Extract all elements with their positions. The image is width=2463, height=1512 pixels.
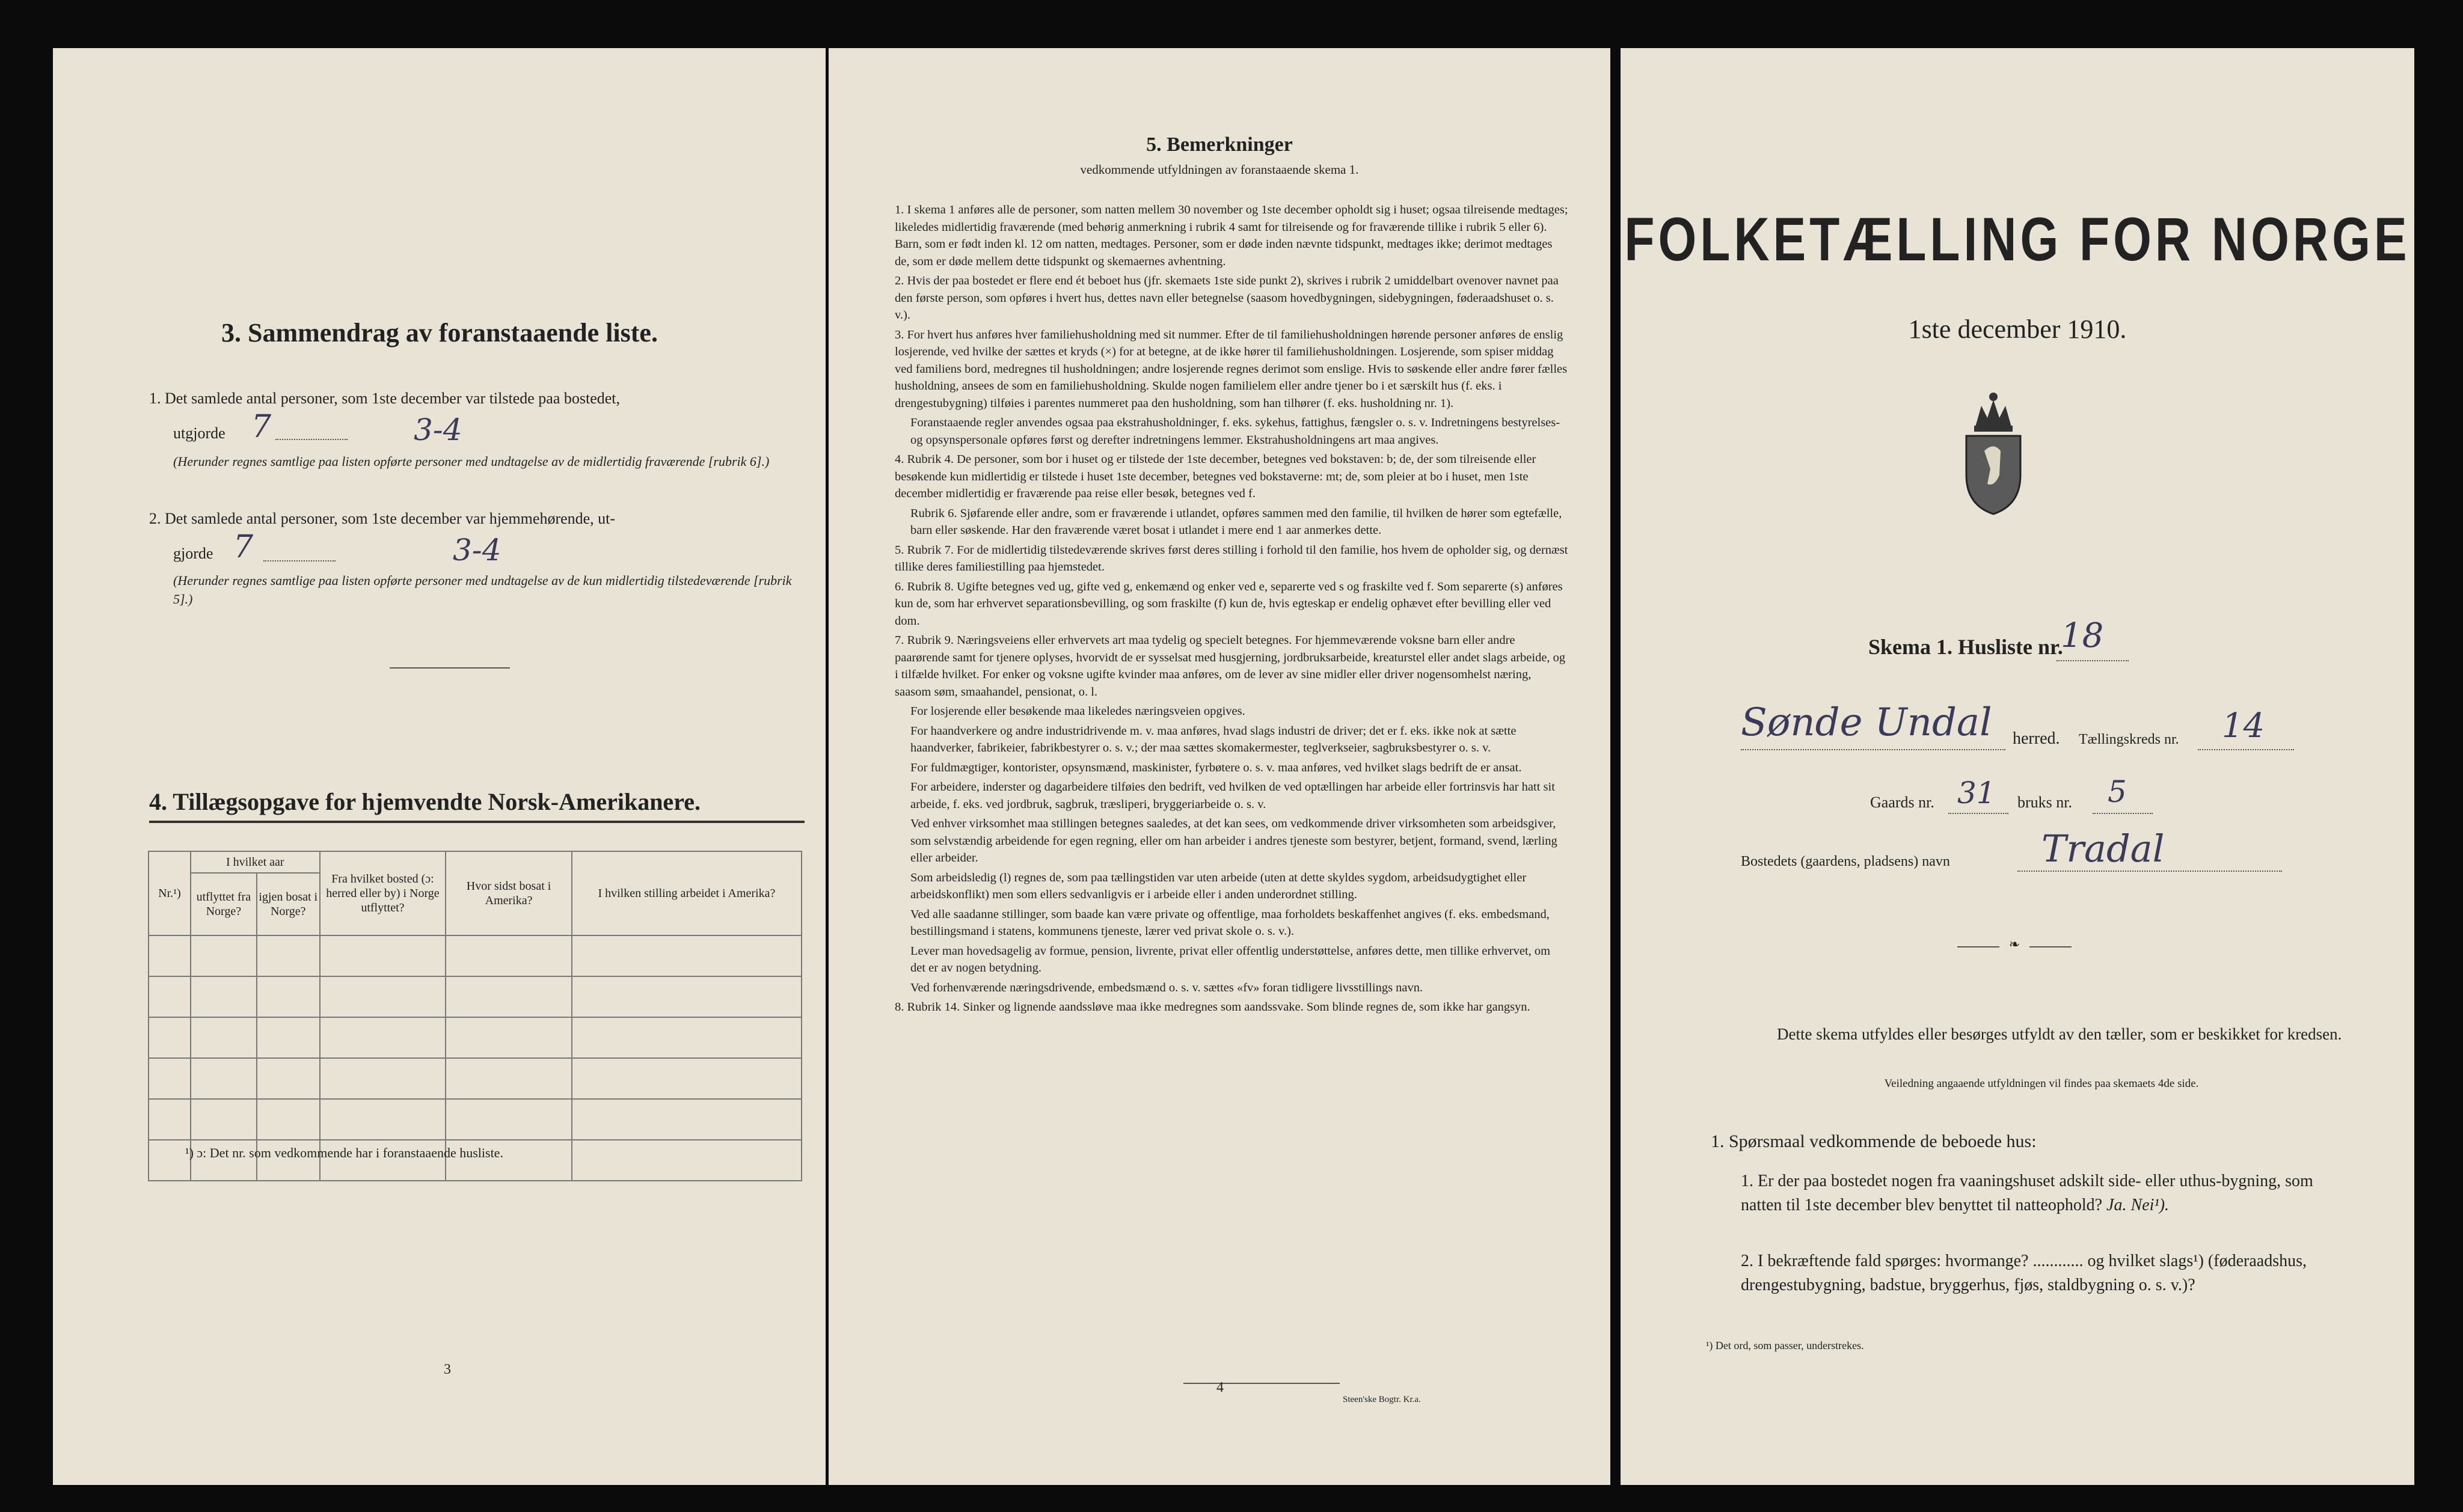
divider <box>390 667 510 669</box>
q2-text: 2. Det samlede antal personer, som 1ste december var hjemmehørende, ut- <box>149 510 616 527</box>
remark-7-arbeidere: For arbeidere, inderster og dagarbeidere tilføies den bedrift, ved hvilken de ved optællingen har arbeide eller fortrinsvis har hatt sit arbeide, f. eks. ved jordbruk, sagbruk, træsliperi, bryggeriarbeide o. s. v. <box>910 780 1555 811</box>
page-number: 3 <box>444 1362 451 1377</box>
kreds-label: Tællingskreds nr. <box>2079 732 2179 747</box>
q1-handwritten-range: 3-4 <box>414 412 462 447</box>
q2-dotted-line <box>263 560 336 562</box>
remark-7-stillinger: Ved alle saadanne stillinger, som baade kan være private og offentlige, maa forholdets beskaffenhet angives (f. eks. embedsmand, bestillingsmand i statens, kommunens tjeneste, lærer ved privat skole o. s. v.). <box>910 907 1550 938</box>
q1-text: 1. Det samlede antal personer, som 1ste december var tilstede paa bostedet, <box>149 390 621 407</box>
herred-dotted-line <box>1741 749 2005 750</box>
questions-header: 1. Spørsmaal vedkommende de beboede hus: <box>1711 1131 2037 1151</box>
census-date: 1ste december 1910. <box>1908 314 2127 344</box>
skema-label: Skema 1. Husliste nr. <box>1868 635 2063 659</box>
gaards-dotted-line <box>1948 813 2008 814</box>
census-title: FOLKETÆLLING FOR NORGE <box>1624 205 2411 274</box>
page-number: 4 <box>1216 1380 1224 1395</box>
question-1-text: 1. Er der paa bostedet nogen fra vaaningshuset adskilt side- eller uthus-bygning, som natten til 1ste december blev benyttet til natteophold? <box>1741 1172 2313 1214</box>
remark-3-ext: Foranstaaende regler anvendes ogsaa paa ekstrahusholdninger, f. eks. sykehus, fattighus, fængsler o. s. v. Indretningens bestyrelses- og opsynspersonale opføres først og derefter indretningens lemmer. Ekstrahusholdningens art maa angives. <box>910 416 1560 447</box>
remark-5: 5. Rubrik 7. For de midlertidig tilstedeværende skrives først deres stilling i forhold til den familie, hos hvem de opholder sig, og dernæst tillike deres familiestilling paa hjemstedet. <box>895 543 1568 574</box>
herred-handwritten: Sønde Undal <box>1741 700 1992 745</box>
gaards-label: Gaards nr. <box>1870 794 1934 811</box>
remark-7-formue: Lever man hovedsagelig av formue, pension, livrente, privat eller offentlig understøttelse, anføres dette, men tillike erhvervet, om det er av nogen betydning. <box>910 944 1551 975</box>
header-returned: igjen bosat i Norge? <box>257 873 320 935</box>
printer-mark: Steen'ske Bogtr. Kr.a. <box>1343 1395 1421 1404</box>
remark-3: 3. For hvert hus anføres hver familiehusholdning med sit nummer. Efter de til familiehusholdningen hørende personer anføres de enslig losjerende, ved hvilke der sættes et kryds (×) for at betegne, at de ikke hører til familiehusholdningen. Losjerende, som spiser middag ved familiens bord, medregnes til husholdningen; andre losjerende regnes derimot som enslige. Hvis to søskende eller andre fører fælles husholdning, ansees de som en familiehusholdning. Skulde nogen familielem eller andre tjener bo i et særskilt hus (f. eks. i drengestubygning) tilføies i parentes nummeret paa den husholdning, som han tilhører (f. eks. husholdning nr. 1). <box>895 328 1568 410</box>
table-row <box>149 1099 802 1140</box>
header-year-group: I hvilket aar <box>191 851 320 873</box>
q1-dotted-line <box>275 439 348 440</box>
remark-7-arbeidsledig: Som arbeidsledig (l) regnes de, som paa tællingstiden var uten arbeide (uten at dette skyldes sygdom, arbeidsudygtighet eller arbeidskonflikt) men som ellers sedvanligvis er i arbeide eller i anden underordnet stilling. <box>910 871 1527 901</box>
husliste-number: 18 <box>2061 616 2104 655</box>
header-nr: Nr.¹) <box>149 851 191 935</box>
bruks-dotted-line <box>2093 813 2153 814</box>
q2-handwritten-range: 3-4 <box>453 533 501 568</box>
q1-note: (Herunder regnes samtlige paa listen opførte personer med undtagelse av de midlertidig fraværende [rubrik 6].) <box>173 454 770 469</box>
herred-label: herred. <box>2013 729 2060 748</box>
table-row <box>149 1017 802 1058</box>
kreds-dotted-line <box>2198 749 2294 750</box>
section-4-title: 4. Tillægsopgave for hjemvendte Norsk-Amerikanere. <box>149 788 701 815</box>
ornament-icon: ❧ <box>1999 937 2029 952</box>
q2-prefix: gjorde <box>173 545 213 562</box>
header-from-where: Fra hvilket bosted (ɔ: herred eller by) i Norge utflyttet? <box>320 851 446 935</box>
bosted-dotted-line <box>2017 871 2282 872</box>
bruks-label: bruks nr. <box>2017 794 2072 811</box>
q2-handwritten-count: 7 <box>233 529 254 565</box>
table-row <box>149 1058 802 1099</box>
q1-prefix: utgjorde <box>173 424 225 442</box>
remark-7-losjerende: For losjerende eller besøkende maa likeledes næringsveien opgives. <box>910 705 1245 718</box>
question-1 <box>1741 1169 2345 1217</box>
remarks-title: 5. Bemerkninger <box>1146 133 1293 156</box>
remarks-subtitle: vedkommende utfyldningen av foranstaaende skema 1. <box>1080 162 1359 177</box>
table-footnote: ¹) ɔ: Det nr. som vedkommende har i foranstaaende husliste. <box>185 1145 503 1160</box>
gaards-number: 31 <box>1957 776 1996 810</box>
remark-2: 2. Hvis der paa bostedet er flere end ét beboet hus (jfr. skemaets 1ste side punkt 2), skrives i rubrik 2 umiddelbart ovenover navnet paa den første person, som opføres i hvert hus, dettes navn eller betegnelse (saasom hovedbygningen, sidebygningen, føderaadshuset o. s. v.). <box>895 274 1559 322</box>
q1-handwritten-count: 7 <box>251 409 272 445</box>
instruction-text: Dette skema utfyldes eller besørges utfyldt av den tæller, som er beskikket for kredsen. <box>1777 1025 2342 1043</box>
bosted-handwritten: Tradal <box>2041 827 2165 871</box>
remarks-list <box>895 201 1568 1018</box>
footnote: ¹) Det ord, som passer, understrekes. <box>1706 1339 1864 1351</box>
remark-4: 4. Rubrik 4. De personer, som bor i huset og er tilstede der 1ste december, betegnes ved bokstaven: b; de, der som tilreisende eller besøkende kun midlertidig er tilstede i huset 1ste december, betegnes ved bokstaverne: mt; de, som pleier at bo i huset, men 1ste december midlertidig er fraværende paa reise eller besøk, betegnes ved f. <box>895 453 1536 500</box>
page-3 <box>53 48 826 1485</box>
veiledning-text: Veiledning angaaende utfyldningen vil findes paa skemaets 4de side. <box>1884 1077 2199 1090</box>
remark-7-haandverkere: For haandverkere og andre industridrivende m. v. maa anføres, hvad slags industri de driver; det er f. eks. ikke nok at sætte haandverker, fabrikeier, fabrikbestyrer o. s. v.; der maa sættes skomakermester, teglverkseier, sagbruksbestyrer o. s. v. <box>910 724 1517 754</box>
q2-note: (Herunder regnes samtlige paa listen opførte personer med undtagelse av de kun midlertidig tilstedeværende [rubrik 5].) <box>173 573 792 607</box>
remark-7: 7. Rubrik 9. Næringsveiens eller erhvervets art maa tydelig og specielt betegnes. For hjemmeværende voksne barn eller andre paarørende samt for tjenere oplyses, hvorvidt de er sysselsat med husgjerning, jordbruksarbeide, kreaturstel eller andet slags arbeide, og i tilfælde hvilket. For enker og voksne ugifte kvinder maa anføres, om de lever av sine midler eller driver nogensomhelst næring, saasom søm, smaahandel, pensionat, o. l. <box>895 634 1566 699</box>
table-row <box>149 976 802 1017</box>
question-2: 2. I bekræftende fald spørges: hvormange? ............ og hvilket slags¹) (føderaadshus, drengestubygning, badstue, bryggerhus, fjøs, staldbygning o. s. v.)? <box>1741 1252 2307 1294</box>
page-1 <box>1621 48 2414 1485</box>
husliste-dotted-line <box>2057 660 2129 661</box>
norsk-amerikanere-table <box>148 851 802 1181</box>
remark-7-fuldmaegtiger: For fuldmægtiger, kontorister, opsynsmænd, maskinister, fyrbøtere o. s. v. maa anføres, ved hvilket slags bedrift de er ansat. <box>910 761 1522 774</box>
remark-7-forhenvaerende: Ved forhenværende næringsdrivende, embedsmænd o. s. v. sættes «fv» foran tidligere livsstillings navn. <box>910 981 1423 994</box>
remark-4-rubrik-6: Rubrik 6. Sjøfarende eller andre, som er fraværende i utlandet, opføres sammen med den familie, til hvilken de hører som egtefælle, barn eller søskende. Har den fraværende været bosat i utlandet i mere end 1 aar anmerkes dette. <box>910 506 1562 537</box>
norwegian-coat-of-arms-icon <box>1957 385 2029 517</box>
divider <box>1183 1383 1340 1384</box>
page-4 <box>829 48 1610 1485</box>
remark-1: 1. I skema 1 anføres alle de personer, som natten mellem 30 november og 1ste december opholdt sig i huset; ogsaa tilreisende medtages; likeledes midlertidig fraværende (med behørig anmerkning i rubrik 4 samt for tilreisende og for fraværende tillike i rubrik 5 eller 6). Barn, som er født inden kl. 12 om natten, medtages. Personer, som er døde inden nævnte tidspunkt, medtages ikke; derimot medtages de, som er døde mellem dette tidspunkt og skemaernes avhentning. <box>895 203 1568 268</box>
bosted-label: Bostedets (gaardens, pladsens) navn <box>1741 854 1950 869</box>
remark-8: 8. Rubrik 14. Sinker og lignende aandssløve maa ikke medregnes som aandssvake. Som blinde regnes de, som ikke har gangsyn. <box>895 1000 1530 1014</box>
title-rule <box>149 821 805 823</box>
bruks-number: 5 <box>2108 774 2127 809</box>
header-last-place: Hvor sidst bosat i Amerika? <box>446 851 572 935</box>
header-emigrated: utflyttet fra Norge? <box>191 873 257 935</box>
remark-6: 6. Rubrik 8. Ugifte betegnes ved ug, gifte ved g, enkemænd og enker ved e, separerte ved s og fraskilte ved f. Som separerte (s) anføres kun de, som har erhvervet separationsbevilling, og som fraskilte (f) kun de, hvis egteskap er endelig ophævet efter bevilling eller ved dom. <box>895 580 1563 628</box>
remark-7-virksomhet: Ved enhver virksomhet maa stillingen betegnes saaledes, at det kan sees, om vedkommende driver virksomheten som arbeidsgiver, som selvstændig arbeidende for egen regning, eller om han arbeider i andres tjeneste som bestyrer, betjent, formand, svend, lærling eller arbeider. <box>910 817 1557 865</box>
table-row <box>149 935 802 976</box>
header-position: I hvilken stilling arbeidet i Amerika? <box>572 851 802 935</box>
section-3-title: 3. Sammendrag av foranstaaende liste. <box>221 318 658 347</box>
question-1-answer: Ja. Nei¹). <box>2106 1196 2170 1214</box>
kreds-number: 14 <box>2222 706 2265 745</box>
